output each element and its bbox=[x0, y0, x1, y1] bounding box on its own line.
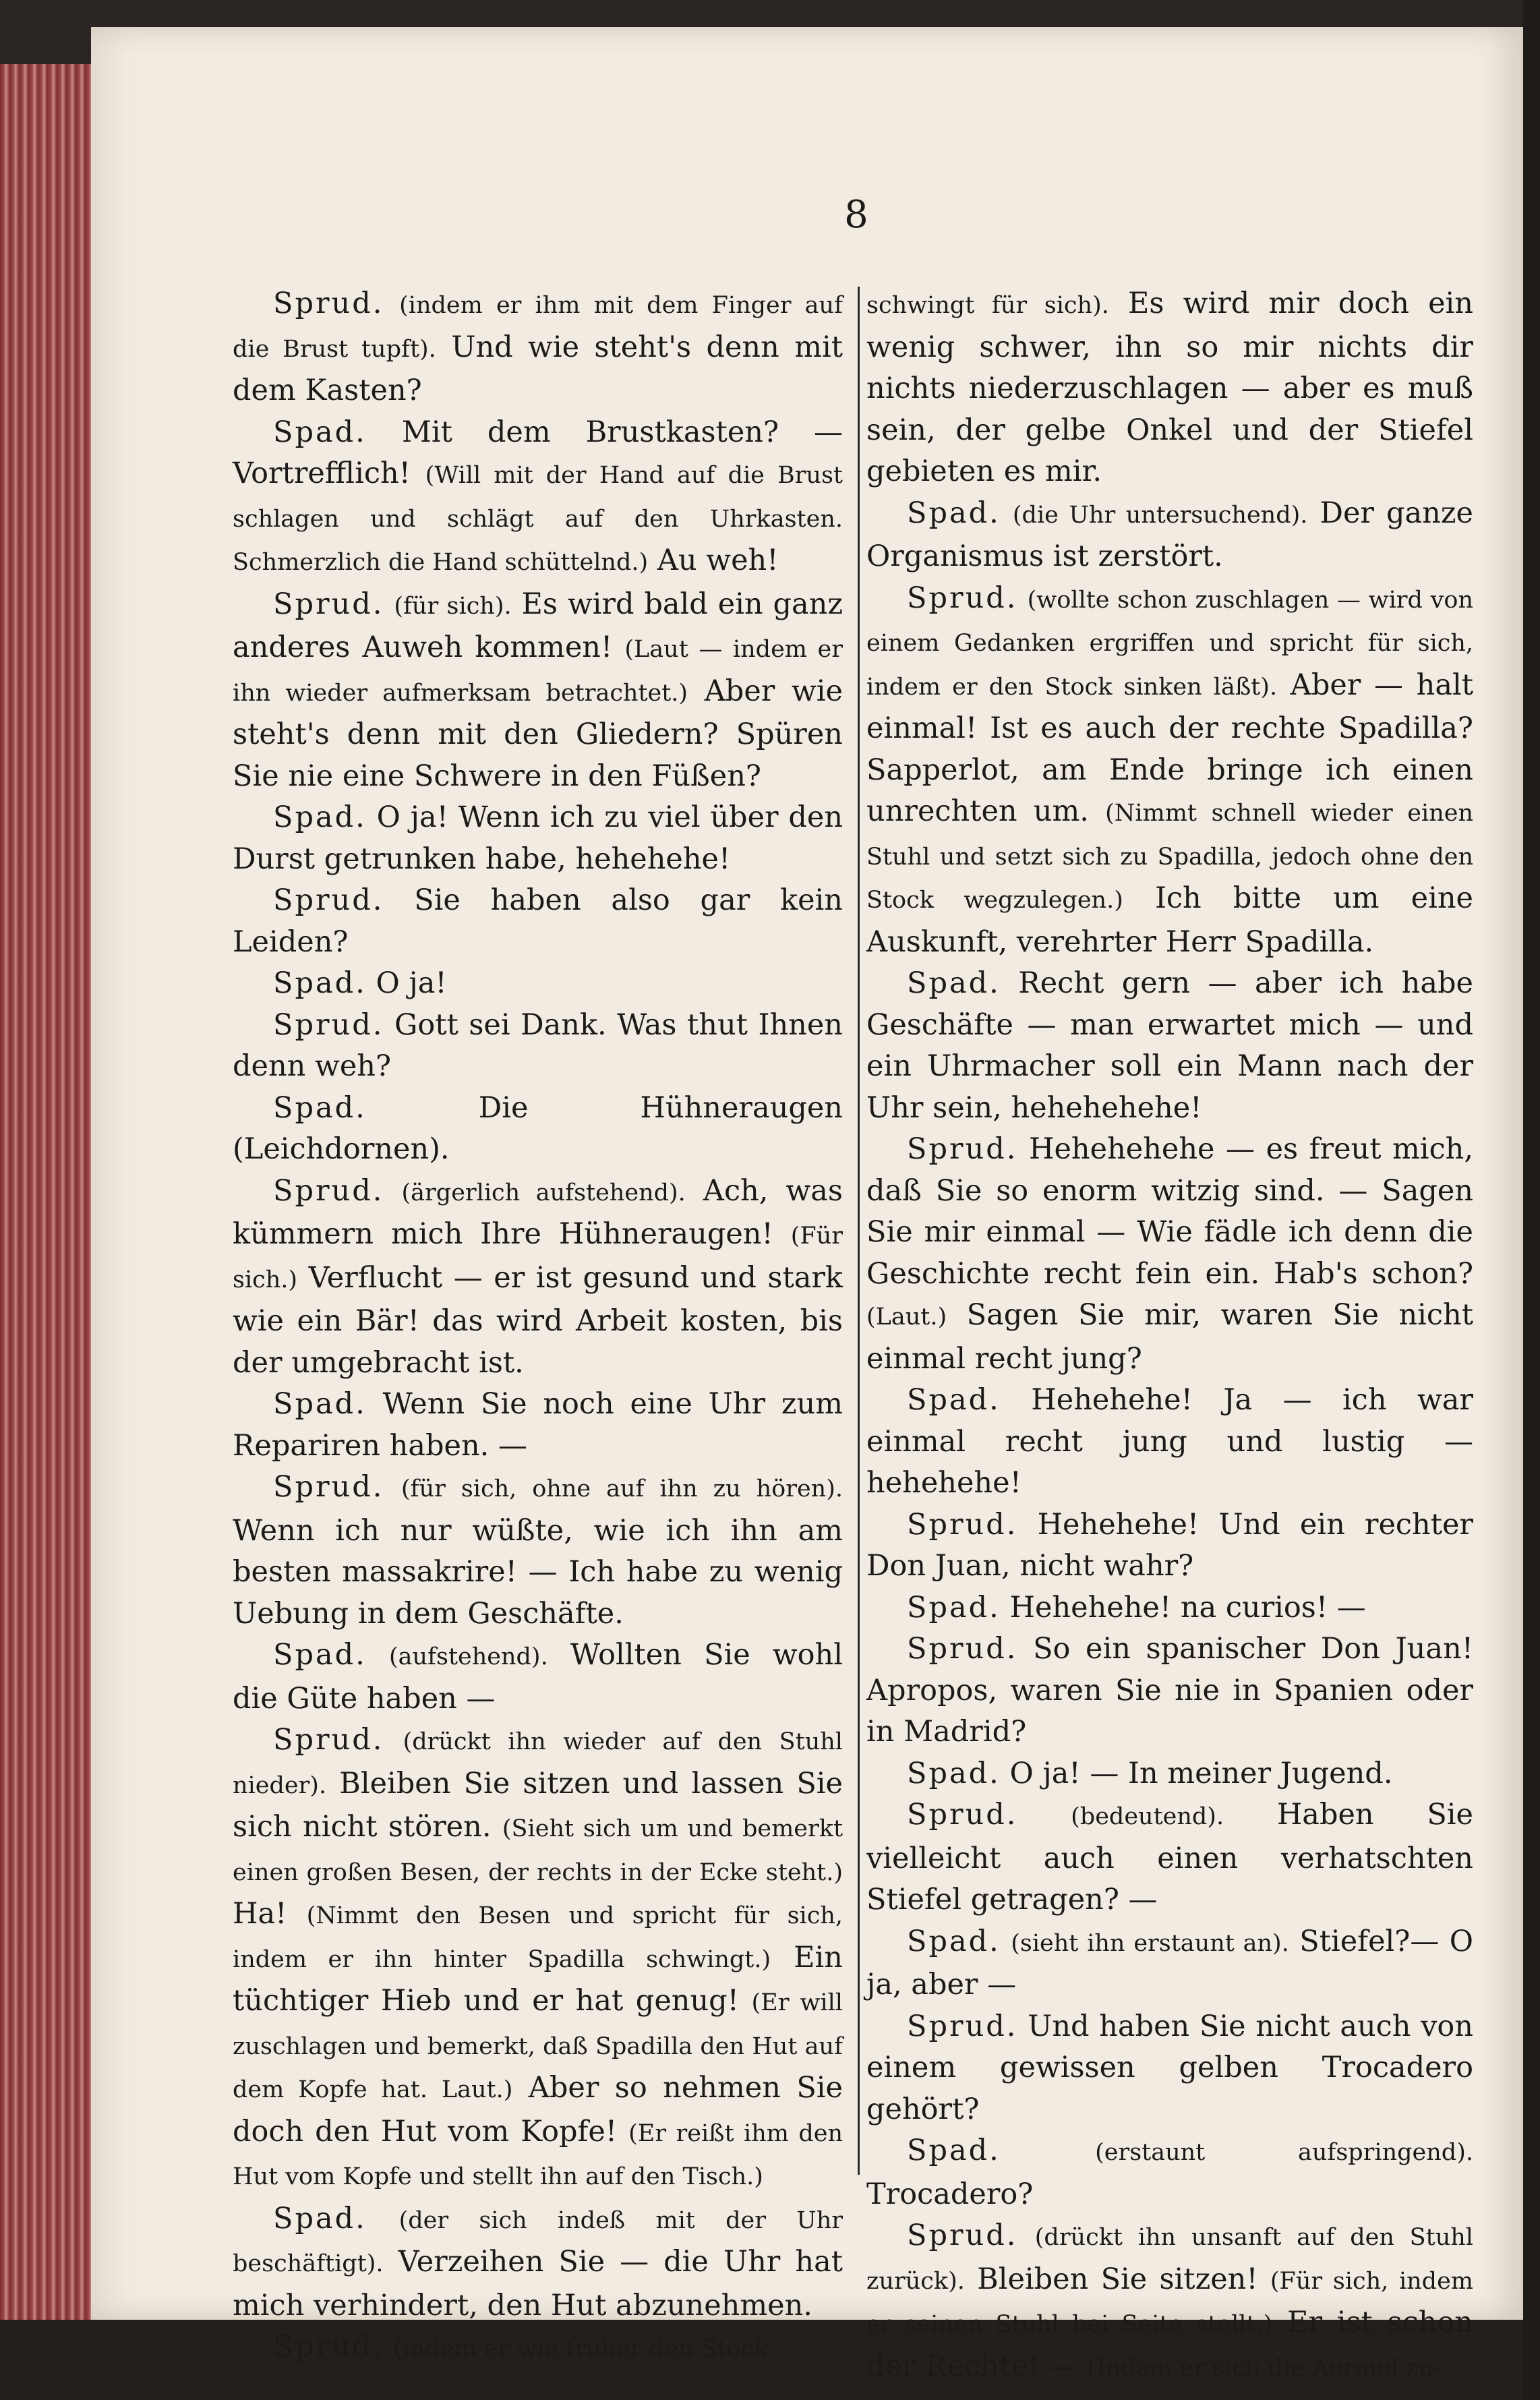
dialogue-paragraph bbox=[866, 283, 1473, 493]
dialogue-paragraph bbox=[866, 1587, 1473, 1629]
stage-direction: (drückt ihn unsanft auf den Stuhl zurück). bbox=[866, 2224, 1473, 2295]
dialogue-paragraph bbox=[233, 283, 843, 412]
spoken-text: Es wird mir doch ein wenig schwer, ihn so mir nichts dir nichts niederzuschlagen — aber es muß sein, der gelbe Onkel und der Stiefel gebieten es mir. bbox=[866, 287, 1474, 488]
speaker-name: Sprud. bbox=[273, 1470, 384, 1504]
speaker-name: Spad. bbox=[273, 1090, 367, 1125]
spoken-text: Aber so nehmen Sie doch den Hut vom Kopfe! bbox=[233, 2071, 843, 2148]
page-number: 8 bbox=[844, 193, 868, 237]
spoken-text: Wollten Sie wohl die Güte haben — bbox=[233, 1638, 843, 1716]
spoken-text: Trocadero? bbox=[866, 2177, 1034, 2211]
dialogue-paragraph bbox=[233, 584, 843, 798]
spoken-text: So ein spanischer Don Juan! Apropos, waren Sie nie in Spanien oder in Madrid? bbox=[866, 1632, 1473, 1749]
speaker-name: Spad. bbox=[273, 1638, 367, 1672]
speaker-name: Sprud. bbox=[273, 587, 384, 621]
stage-direction: (Nimmt den Besen und spricht für sich, indem er ihn hinter Spadilla schwingt.) bbox=[233, 1902, 843, 1973]
dialogue-paragraph bbox=[866, 963, 1473, 1129]
dialogue-paragraph bbox=[866, 2215, 1473, 2389]
spoken-text: Ach, was kümmern mich Ihre Hühneraugen! bbox=[233, 1173, 843, 1251]
stage-direction: (Nimmt schnell wieder einen Stuhl und setzt sich zu Spadilla, jedoch ohne den Stock wegzulegen.) bbox=[866, 800, 1473, 914]
dialogue-paragraph bbox=[866, 1380, 1473, 1504]
dialogue-paragraph bbox=[233, 1005, 843, 1088]
dialogue-paragraph bbox=[233, 1635, 843, 1720]
dialogue-paragraph bbox=[866, 1753, 1473, 1795]
speaker-name: Sprud. bbox=[273, 2330, 384, 2364]
speaker-name: Sprud. bbox=[273, 1723, 384, 1757]
spoken-text: O ja! bbox=[376, 966, 447, 1000]
stage-direction: (Für sich, indem er seinen Stuhl bei Seite stellt.) bbox=[866, 2267, 1473, 2338]
speaker-name: Spad. bbox=[907, 1756, 1001, 1790]
dialogue-paragraph bbox=[866, 578, 1473, 964]
spoken-text: Hehehehehe — es freut mich, daß Sie so enorm witzig sind. — Sagen Sie mir einmal — Wie fädle ich denn die Geschichte recht fein ein. Hab's schon? bbox=[866, 1132, 1474, 1291]
right-column bbox=[866, 283, 1473, 2389]
dialogue-paragraph bbox=[233, 1384, 843, 1467]
dialogue-paragraph bbox=[866, 1629, 1473, 1753]
stage-direction: (sieht ihn erstaunt an). bbox=[1011, 1929, 1289, 1957]
speaker-name: Spad. bbox=[907, 1590, 1001, 1625]
dialogue-paragraph bbox=[866, 2130, 1473, 2215]
speaker-name: Sprud. bbox=[273, 287, 384, 320]
spoken-text: Hehehehe! na curios! — bbox=[1009, 1590, 1366, 1625]
spoken-text: Die Hühneraugen (Leichdornen). bbox=[233, 1090, 843, 1166]
stage-direction: (Laut — indem er ihn wieder aufmerksam betrachtet.) bbox=[233, 636, 843, 707]
spoken-text: Es wird bald ein ganz anderes Auweh kommen! bbox=[233, 587, 843, 664]
stage-direction: (für sich). bbox=[394, 592, 512, 620]
spoken-text: Haben Sie vielleicht auch einen verhatschten Stiefel getragen? — bbox=[866, 1798, 1473, 1916]
dialogue-paragraph bbox=[233, 1467, 843, 1635]
stage-direction: (Er reißt ihm den Hut vom Kopfe und stellt ihn auf den Tisch.) bbox=[233, 2119, 843, 2190]
speaker-name: Sprud. bbox=[273, 1007, 384, 1042]
spoken-text: Bleiben Sie sitzen und lassen Sie sich nicht stören. bbox=[233, 1766, 843, 1844]
dialogue-paragraph bbox=[866, 1504, 1473, 1587]
speaker-name: Spad. bbox=[273, 966, 367, 1000]
left-column bbox=[233, 283, 843, 2370]
spoken-text: Stiefel?— O ja, aber — bbox=[866, 1924, 1473, 2001]
speaker-name: Spad. bbox=[907, 966, 1001, 1000]
dialogue-paragraph bbox=[233, 2198, 843, 2327]
spoken-text: Aber — halt einmal! Ist es auch der rechte Spadilla? Sapperlot, am Ende bringe ich einen unrechten um. bbox=[866, 668, 1474, 828]
spoken-text: Verzeihen Sie — die Uhr hat mich verhindert, den Hut abzunehmen. bbox=[233, 2245, 843, 2322]
speaker-name: Spad. bbox=[907, 1924, 1001, 1958]
spoken-text: Aber wie steht's denn mit den Gliedern? Spüren Sie nie eine Schwere in den Füßen? bbox=[233, 674, 843, 793]
speaker-name: Sprud. bbox=[907, 1132, 1018, 1166]
right-border bbox=[1523, 0, 1540, 2400]
spoken-text: Wenn Sie noch eine Uhr zum Repariren haben. — bbox=[233, 1387, 843, 1463]
speaker-name: Sprud. bbox=[907, 1507, 1018, 1542]
dialogue-paragraph bbox=[866, 2006, 1473, 2131]
spoken-text: Sagen Sie mir, waren Sie nicht einmal recht jung? bbox=[866, 1298, 1473, 1376]
spoken-text: Mit dem Brustkasten? — Vortrefflich! bbox=[233, 415, 843, 490]
stage-direction: (ärgerlich aufstehend). bbox=[401, 1179, 686, 1206]
speaker-name: Spad. bbox=[273, 415, 367, 449]
speaker-name: Spad. bbox=[907, 1383, 1001, 1417]
stage-direction: (Für sich.) bbox=[233, 1223, 843, 1293]
stage-direction: (Will mit der Hand auf die Brust schlagen und schlägt auf den Uhrkasten. Schmerzlich die Hand schüttelnd.) bbox=[233, 462, 843, 576]
spoken-text: Der ganze Organismus ist zerstört. bbox=[866, 496, 1473, 573]
dialogue-paragraph bbox=[233, 1088, 843, 1171]
spoken-text: Er ist schon der Rechte! — bbox=[866, 2306, 1473, 2383]
stage-direction: (erstaunt aufspringend). bbox=[1095, 2139, 1473, 2166]
stage-direction: (indem er wie früher den Stock bbox=[393, 2335, 769, 2362]
spoken-text: Und haben Sie nicht auch von einem gewissen gelben Trocadero gehört? bbox=[866, 2009, 1473, 2126]
stage-direction: (die Uhr untersuchend). bbox=[1012, 501, 1308, 529]
stage-direction: (Indem er sich die Aermel zu- bbox=[1087, 2354, 1442, 2382]
spoken-text: Au weh! bbox=[657, 544, 779, 577]
dialogue-paragraph bbox=[866, 1921, 1473, 2006]
spoken-text: Ein tüchtiger Hieb und er hat genug! bbox=[233, 1940, 843, 2018]
stage-direction: (für sich, ohne auf ihn zu hören). bbox=[401, 1475, 843, 1502]
stage-direction: (der sich indeß mit der Uhr beschäftigt). bbox=[233, 2206, 843, 2277]
book-page-edges bbox=[0, 64, 92, 2320]
speaker-name: Sprud. bbox=[907, 2009, 1018, 2043]
stage-direction: (Er will zuschlagen und bemerkt, daß Spadilla den Hut auf dem Kopfe hat. Laut.) bbox=[233, 1989, 843, 2103]
stage-direction: (bedeutend). bbox=[1071, 1803, 1224, 1830]
spoken-text: O ja! Wenn ich zu viel über den Durst getrunken habe, hehehehe! bbox=[233, 800, 843, 876]
speaker-name: Spad. bbox=[273, 1387, 367, 1421]
dialogue-paragraph bbox=[233, 1720, 843, 2198]
speaker-name: Sprud. bbox=[273, 1173, 384, 1208]
spoken-text: Wenn ich nur wüßte, wie ich ihn am besten massakrire! — Ich habe zu wenig Uebung in dem Geschäfte. bbox=[233, 1513, 843, 1631]
speaker-name: Spad. bbox=[907, 2134, 1001, 2167]
spoken-text: Und wie steht's denn mit dem Kasten? bbox=[233, 330, 843, 407]
spoken-text: Recht gern — aber ich habe Geschäfte — man erwartet mich — und ein Uhrmacher soll ein Mann nach der Uhr sein, hehehehehe! bbox=[866, 966, 1473, 1125]
column-divider bbox=[858, 287, 860, 2175]
stage-direction: (drückt ihn wieder auf den Stuhl nieder). bbox=[233, 1728, 843, 1799]
speaker-name: Sprud. bbox=[907, 1798, 1018, 1832]
speaker-name: Sprud. bbox=[907, 1632, 1018, 1666]
speaker-name: Spad. bbox=[907, 496, 1001, 530]
dialogue-paragraph bbox=[233, 2326, 843, 2370]
spoken-text: Ha! bbox=[233, 1897, 287, 1931]
stage-direction: (aufstehend). bbox=[388, 1643, 548, 1670]
spoken-text: Ich bitte um eine Auskunft, verehrter Herr Spadilla. bbox=[866, 881, 1473, 959]
spoken-text: O ja! — In meiner Jugend. bbox=[1009, 1756, 1393, 1790]
dialogue-paragraph bbox=[233, 880, 843, 963]
speaker-name: Sprud. bbox=[907, 581, 1018, 615]
speaker-name: Sprud. bbox=[907, 2219, 1018, 2252]
spoken-text: Hehehehe! Und ein rechter Don Juan, nicht wahr? bbox=[866, 1507, 1473, 1583]
stage-direction: (Sieht sich um und bemerkt einen großen Besen, der rechts in der Ecke steht.) bbox=[233, 1815, 843, 1886]
stage-direction: (indem er ihm mit dem Finger auf die Brust tupft). bbox=[233, 292, 843, 363]
dialogue-paragraph bbox=[866, 1794, 1473, 1921]
dialogue-paragraph bbox=[866, 1129, 1473, 1380]
stage-direction: schwingt für sich). bbox=[866, 292, 1109, 319]
spoken-text: Bleiben Sie sitzen! bbox=[977, 2262, 1258, 2296]
dialogue-paragraph bbox=[233, 797, 843, 880]
dialogue-paragraph bbox=[233, 412, 843, 584]
spoken-text: Gott sei Dank. Was thut Ihnen denn weh? bbox=[233, 1007, 843, 1083]
speaker-name: Spad. bbox=[273, 2201, 367, 2235]
stage-direction: (wollte schon zuschlagen — wird von einem Gedanken ergriffen und spricht für sich, indem er den Stock sinken läßt). bbox=[866, 586, 1473, 701]
stage-direction: (Laut.) bbox=[866, 1304, 947, 1330]
speaker-name: Sprud. bbox=[273, 883, 384, 917]
spoken-text: Hehehehe! Ja — ich war einmal recht jung und lustig — hehehehe! bbox=[866, 1383, 1473, 1500]
spoken-text: Sie haben also gar kein Leiden? bbox=[233, 883, 843, 959]
speaker-name: Spad. bbox=[273, 800, 367, 834]
dialogue-paragraph bbox=[233, 1171, 843, 1384]
spoken-text: Verflucht — er ist gesund und stark wie ein Bär! das wird Arbeit kosten, bis der umgebracht ist. bbox=[233, 1260, 843, 1380]
dialogue-paragraph bbox=[233, 963, 843, 1005]
dialogue-paragraph bbox=[866, 493, 1473, 578]
